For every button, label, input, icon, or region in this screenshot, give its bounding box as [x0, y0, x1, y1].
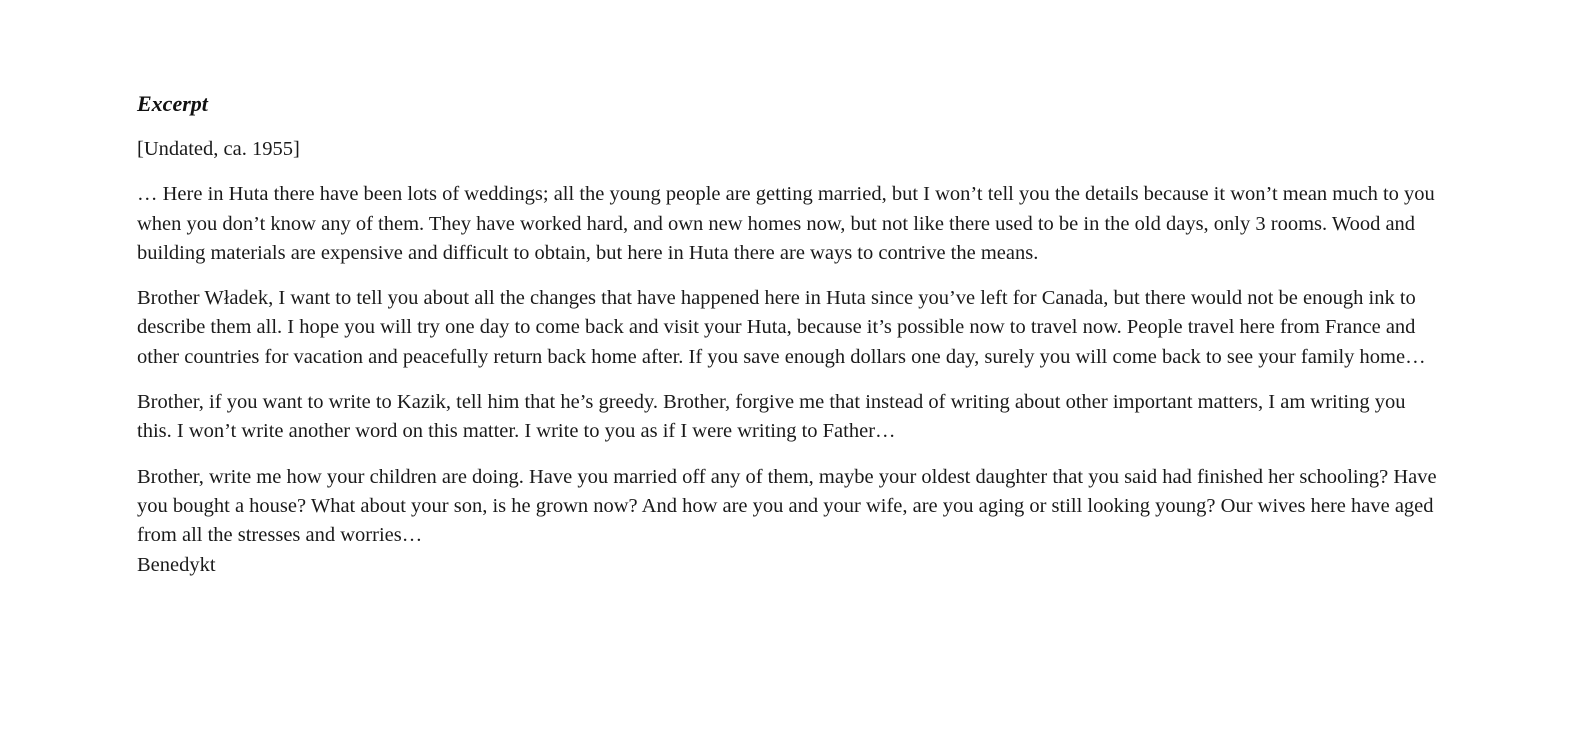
paragraph-kazik: Brother, if you want to write to Kazik, tell him that he’s greedy. Brother, forgive me that instead of writing about other important matters, I am writing you this. I won’t write another word on this matter. I write to you as if I were writing to Father…: [137, 391, 1406, 443]
dateline: [Undated, ca. 1955]: [137, 138, 300, 160]
paragraph-children: Brother, write me how your children are doing. Have you married off any of them, maybe your oldest daughter that you said had finished her schooling? Have you bought a house? What about your son, is he grown now? And how are you and your wife, are you aging or still looking young? Our wives here have aged from all the stresses and worries…: [137, 465, 1437, 547]
paragraph-changes-in-huta: Brother Władek, I want to tell you about all the changes that have happened here in Huta since you’ve left for Canada, but there would not be enough ink to describe them all. I hope you will try one day to come back and visit your Huta, because it’s possible now to travel now. People travel here from France and other countries for vacation and peacefully return back home after. If you save enough dollars one day, surely you will come back to see your family home…: [137, 287, 1426, 368]
excerpt-heading: Excerpt: [137, 91, 208, 116]
letter-excerpt: [137, 88, 1437, 580]
paragraph-weddings: … Here in Huta there have been lots of weddings; all the young people are getting married, but I won’t tell you the details because it won’t mean much to you when you don’t know any of them. They have worked hard, and own new homes now, but not like there used to be in the old days, only 3 rooms. Wood and building materials are expensive and difficult to obtain, but here in Huta there are ways to contrive the means.: [137, 183, 1435, 264]
signature: Benedykt: [137, 553, 216, 576]
